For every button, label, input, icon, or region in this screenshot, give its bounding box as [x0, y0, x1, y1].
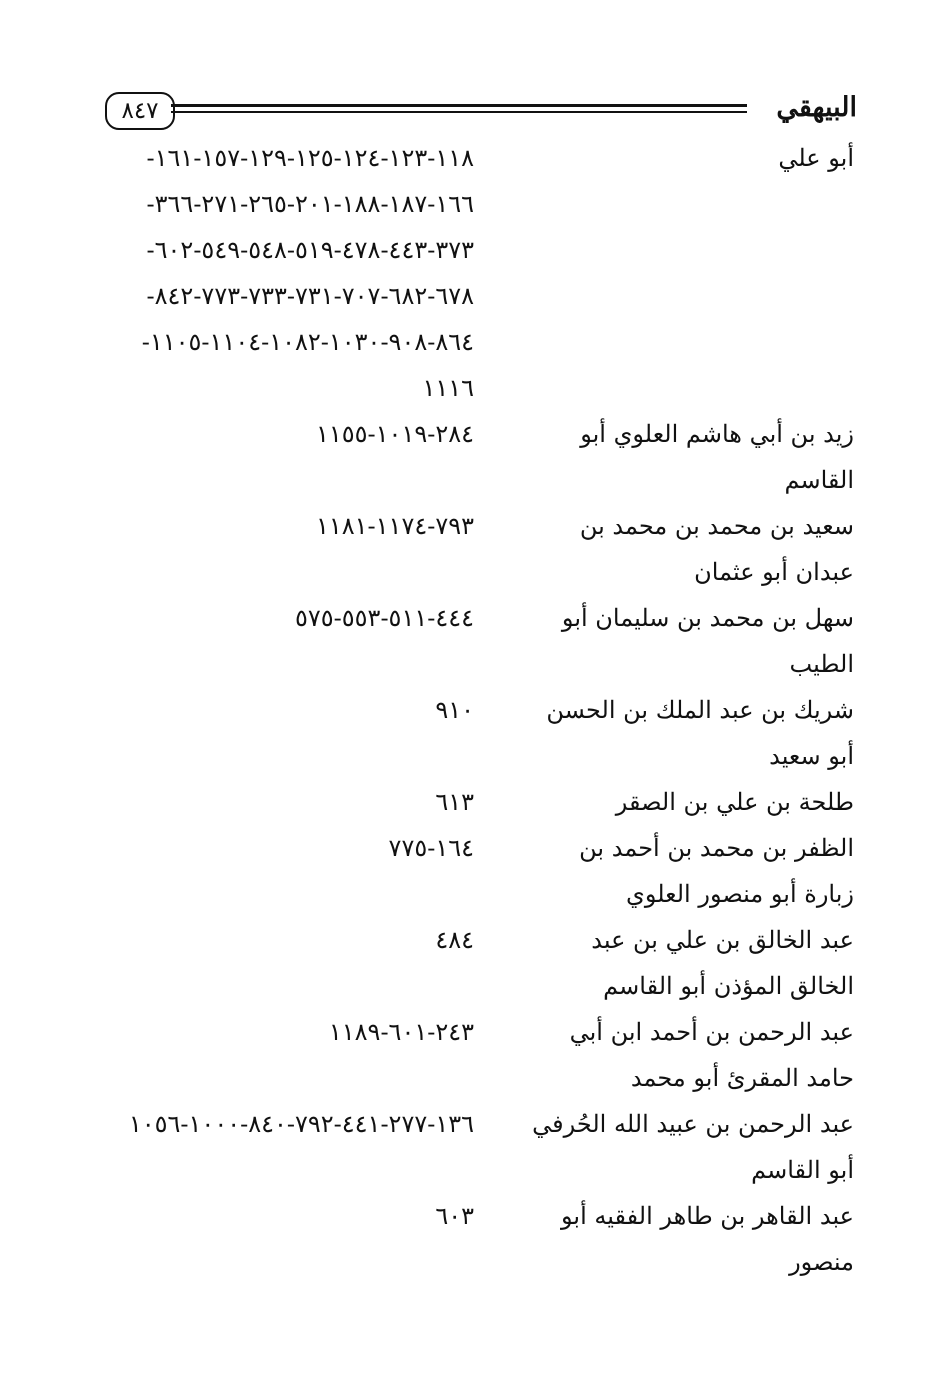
- page-references: ١١١٦: [422, 374, 474, 402]
- page-references: ٨٦٤-٩٠٨-١٠٣٠-١٠٨٢-١١٠٤-١١٠٥-: [141, 328, 474, 356]
- entry-name: عبد الخالق بن علي بن عبد: [591, 926, 854, 954]
- page-number: ٨٤٧: [105, 92, 175, 130]
- page-references: ٦١٣: [435, 788, 474, 816]
- page-references: ١٦٤-٧٧٥: [388, 834, 474, 862]
- page-references: ٤٨٤: [435, 926, 474, 954]
- page-references: ٣٧٣-٤٤٣-٤٧٨-٥١٩-٥٤٨-٥٤٩-٦٠٢-: [146, 236, 474, 264]
- entry-name-continued: الطيب: [789, 650, 854, 678]
- page-references: ٢٨٤-١٠١٩-١١٥٥: [315, 420, 474, 448]
- entry-name-continued: الخالق المؤذن أبو القاسم: [603, 972, 854, 1000]
- entry-name: عبد الرحمن بن عبيد الله الحُرفي: [532, 1110, 854, 1138]
- entry-name: الظفر بن محمد بن أحمد بن: [579, 834, 854, 862]
- entry-name: عبد الرحمن بن أحمد ابن أبي: [569, 1018, 854, 1046]
- entry-name: زيد بن أبي هاشم العلوي أبو: [580, 420, 854, 448]
- page-references: ١٦٦-١٨٧-١٨٨-٢٠١-٢٦٥-٢٧١-٣٦٦-: [146, 190, 474, 218]
- page-references: ١١٨-١٢٣-١٢٤-١٢٥-١٢٩-١٥٧-١٦١-: [146, 144, 474, 172]
- book-title: البيهقي: [776, 92, 857, 123]
- entry-name: عبد القاهر بن طاهر الفقيه أبو: [560, 1202, 854, 1230]
- entry-name-continued: القاسم: [784, 466, 854, 494]
- entry-name: سهل بن محمد بن سليمان أبو: [561, 604, 854, 632]
- page-header: [105, 88, 857, 132]
- entry-name: أبو علي: [778, 144, 854, 172]
- entry-name: شريك بن عبد الملك بن الحسن: [546, 696, 854, 724]
- entry-name-continued: أبو سعيد: [769, 742, 854, 770]
- entry-name-continued: حامد المقرئ أبو محمد: [630, 1064, 854, 1092]
- page-references: ٧٩٣-١١٧٤-١١٨١: [315, 512, 474, 540]
- header-rule: [171, 111, 747, 113]
- entry-name: طلحة بن علي بن الصقر: [615, 788, 854, 816]
- header-rule: [171, 104, 747, 107]
- entry-name-continued: منصور: [789, 1248, 854, 1276]
- page-references: ٦٠٣: [435, 1202, 474, 1230]
- page-references: ٩١٠: [435, 696, 474, 724]
- entry-name-continued: أبو القاسم: [751, 1156, 854, 1184]
- page-references: ١٣٦-٢٧٧-٤٤١-٧٩٢-٨٤٠-١٠٠٠-١٠٥٦: [128, 1110, 474, 1138]
- entry-name: سعيد بن محمد بن محمد بن: [579, 512, 854, 540]
- page-references: ٢٤٣-٦٠١-١١٨٩: [328, 1018, 474, 1046]
- entry-name-continued: عبدان أبو عثمان: [694, 558, 854, 586]
- page-references: ٦٧٨-٦٨٢-٧٠٧-٧٣١-٧٣٣-٧٧٣-٨٤٢-: [146, 282, 474, 310]
- entry-name-continued: زبارة أبو منصور العلوي: [626, 880, 854, 908]
- page-references: ٤٤٤-٥١١-٥٥٣-٥٧٥: [294, 604, 474, 632]
